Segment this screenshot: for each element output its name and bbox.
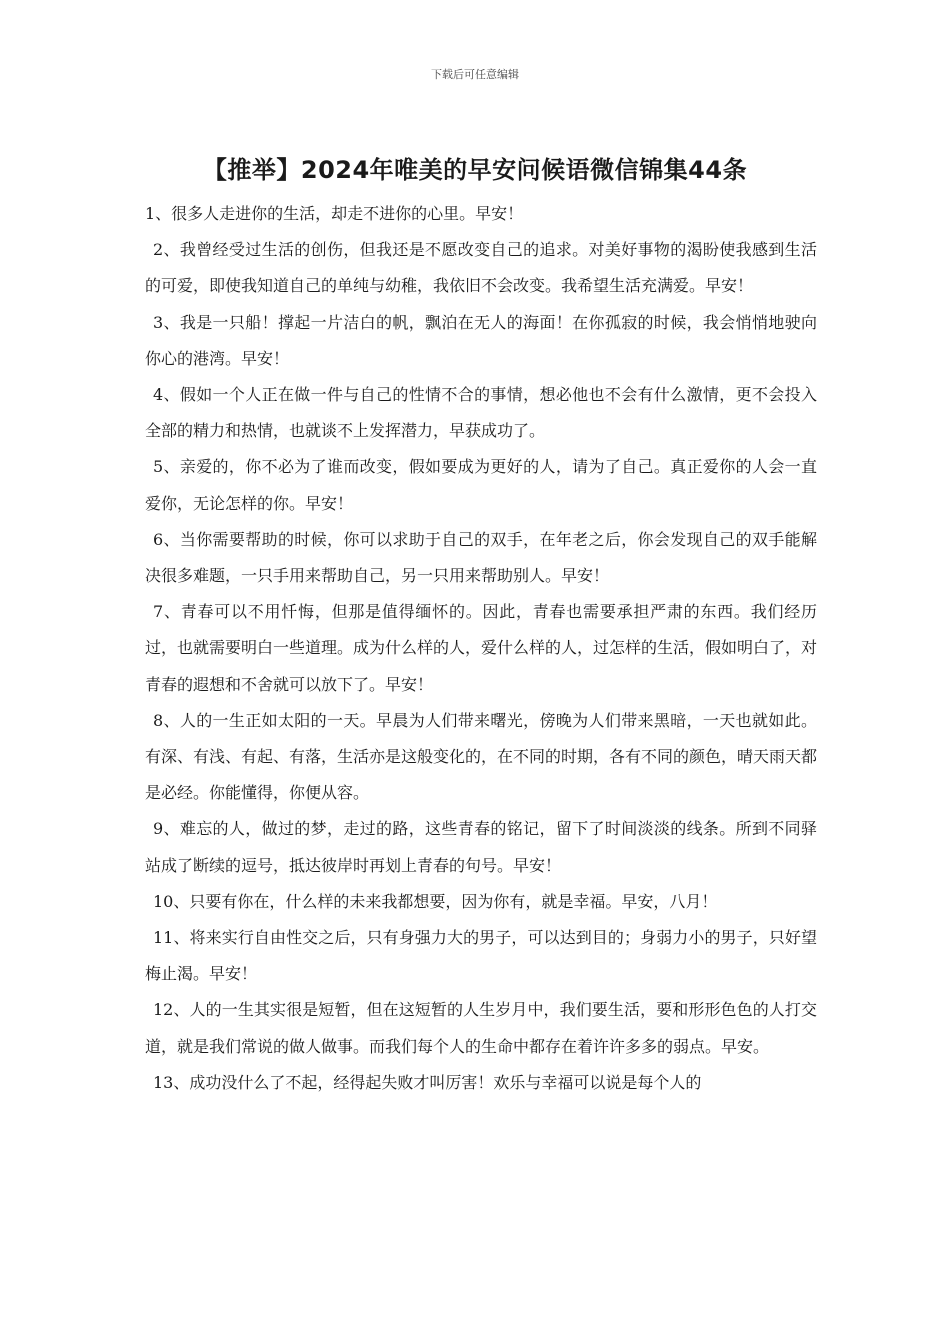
list-item: 13、成功没什么了不起，经得起失败才叫厉害！欢乐与幸福可以说是每个人的 [153,1072,702,1092]
list-item: 6、当你需要帮助的时候，你可以求助于自己的双手，在年老之后，你会发现自己的双手能解决很多难题，一只手用来帮助自己，另一只用来帮助别人。早安！ [145,529,817,586]
list-item: 5、亲爱的，你不必为了谁而改变，假如要成为更好的人，请为了自己。真正爱你的人会一直爱你，无论怎样的你。早安！ [145,457,817,513]
list-item: 8、人的一生正如太阳的一天。早晨为人们带来曙光，傍晚为人们带来黑暗，一天也就如此。有深、有浅、有起、有落，生活亦是这般变化的，在不同的时期，各有不同的颜色，晴天雨天都是必经。你能懂得，你便从容。 [145,710,818,803]
list-item: 3、我是一只船！撑起一片洁白的帆，飘泊在无人的海面！在你孤寂的时候，我会悄悄地驶向你心的港湾。早安！ [145,312,817,368]
list-item: 9、难忘的人，做过的梦，走过的路，这些青春的铭记，留下了时间淡淡的线条。所到不同驿站成了断续的逗号，抵达彼岸时再划上青春的句号。早安！ [145,819,817,875]
list-item: 11、将来实行自由性交之后，只有身强力大的男子，可以达到目的；身弱力小的男子，只好望梅止渴。早安！ [145,928,817,984]
list-item: 7、青春可以不用忏悔，但那是值得缅怀的。因此，青春也需要承担严肃的东西。我们经历过，也就需要明白一些道理。成为什么样的人，爱什么样的人，过怎样的生活，假如明白了，对青春的遐想和不舍就可以放下了。早安！ [145,602,818,694]
document-title: 【推举】2024年唯美的早安问候语微信锦集44条 [202,156,748,184]
list-item: 10、只要有你在，什么样的未来我都想要，因为你有，就是幸福。早安，八月！ [153,891,718,911]
document-body [145,196,817,1101]
list-item: 12、人的一生其实很是短暂，但在这短暂的人生岁月中，我们要生活，要和形形色色的人打交道，就是我们常说的做人做事。而我们每个人的生命中都存在着许许多多的弱点。早安。 [145,1000,817,1056]
list-item: 4、假如一个人正在做一件与自己的性情不合的事情，想必他也不会有什么激情，更不会投入全部的精力和热情，也就谈不上发挥潜力，早获成功了。 [145,385,817,441]
list-item: 1、很多人走进你的生活，却走不进你的心里。早安！ [145,204,524,223]
list-item: 2、我曾经受过生活的创伤，但我还是不愿改变自己的追求。对美好事物的渴盼使我感到生活的可爱，即使我知道自己的单纯与幼稚，我依旧不会改变。我希望生活充满爱。早安！ [145,240,817,296]
header-note: 下载后可任意编辑 [431,68,519,81]
